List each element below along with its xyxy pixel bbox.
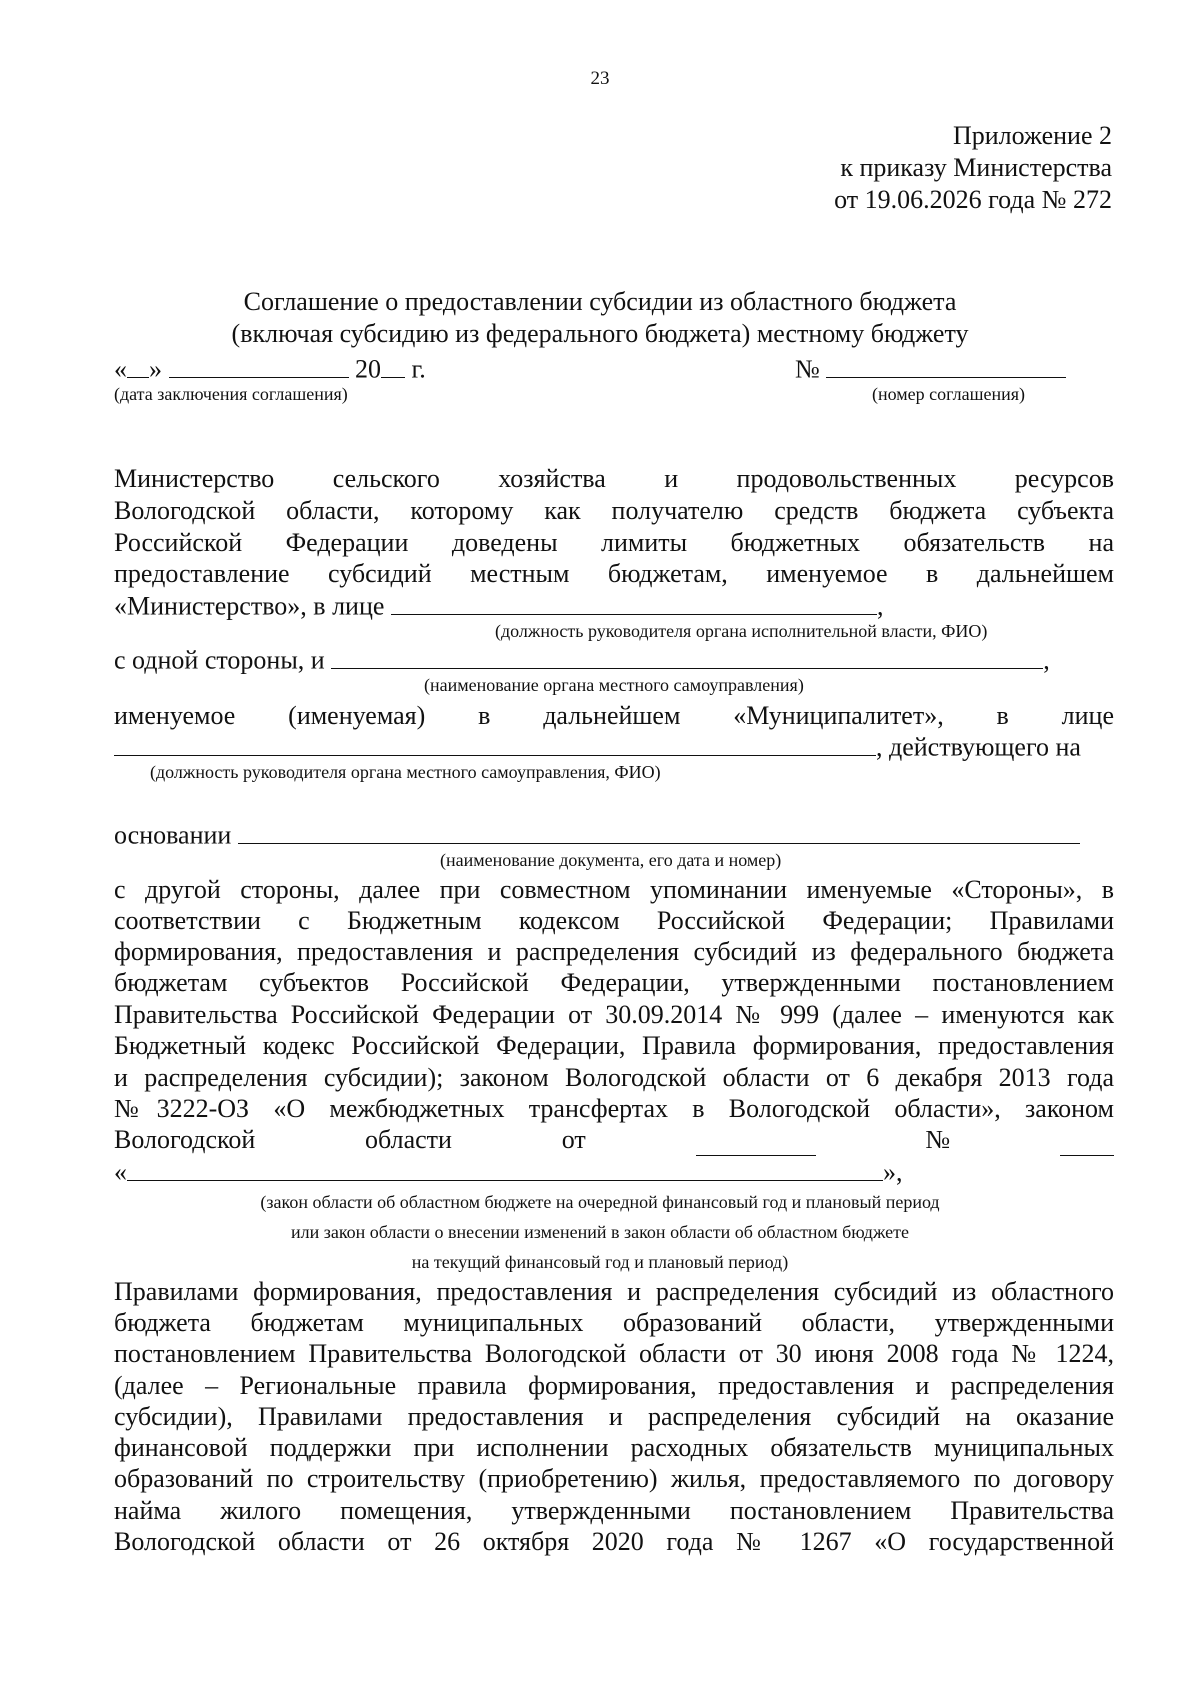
- law-row: Вологодской области от №: [114, 1124, 1114, 1156]
- note-law: на текущий финансовый год и плановый период): [411, 1252, 789, 1272]
- paragraph-line: предоставление субсидий местным бюджетам, именуемое в дальнейшем: [114, 559, 1114, 588]
- appendix-line: к приказу Министерства: [840, 153, 1112, 182]
- paragraph-line: формирования, предоставления и распределения субсидий из федерального бюджета: [114, 937, 1114, 966]
- page-number: 23: [590, 68, 610, 89]
- appendix-line: Приложение 2: [952, 121, 1112, 150]
- paragraph-line: именуемое (именуемая) в дальнейшем «Муниципалитет», в лице: [114, 701, 1114, 730]
- year-blank: [381, 352, 405, 378]
- paragraph-line: с другой стороны, далее при совместном упоминании именуемые «Стороны», в: [114, 875, 1114, 904]
- document-blank: [238, 818, 1080, 844]
- note-document: (наименование документа, его дата и номер): [440, 850, 782, 870]
- paragraph-line: найма жилого помещения, утвержденными постановлением Правительства: [114, 1496, 1114, 1525]
- year-suffix: г.: [405, 354, 426, 384]
- title-line: (включая субсидию из федерального бюджета) местному бюджету: [231, 319, 969, 348]
- title-line: Соглашение о предоставлении субсидии из областного бюджета: [243, 287, 957, 316]
- month-blank: [169, 352, 349, 378]
- number-note: (номер соглашения): [872, 384, 1025, 404]
- quote-close: »: [149, 354, 162, 384]
- one-side-line: с одной стороны, и ,: [114, 643, 1050, 677]
- day-blank: [127, 352, 149, 378]
- law-name-blank: [127, 1155, 883, 1181]
- paragraph-line: и распределения субсидии); законом Вологодской области от 6 декабря 2013 года: [114, 1063, 1114, 1092]
- paragraph-line: постановлением Правительства Вологодской области от 30 июня 2008 года № 1224,: [114, 1339, 1114, 1368]
- municipal-body-blank: [331, 643, 1043, 669]
- paragraph-line: бюджетам субъектов Российской Федерации, утвержденными постановлением: [114, 968, 1114, 997]
- in-person-line: «Министерство», в лице ,: [114, 589, 883, 623]
- appendix-line: от 19.06.2026 года № 272: [834, 185, 1112, 214]
- paragraph-line: бюджета бюджетам муниципальных образований области, утвержденными: [114, 1308, 1114, 1337]
- agreement-number: [795, 352, 1066, 386]
- note-municipal-body: (наименование органа местного самоуправления): [424, 675, 804, 695]
- paragraph-line: соответствии с Бюджетным кодексом Российской Федерации; Правилами: [114, 906, 1114, 935]
- paragraph-line: Российской Федерации доведены лимиты бюджетных обязательств на: [114, 528, 1114, 557]
- paragraph-line: Правилами формирования, предоставления и распределения субсидий из областного: [114, 1277, 1114, 1306]
- paragraph-line: Вологодской области, которому как получателю средств бюджета субъекта: [114, 496, 1114, 525]
- number-blank: [826, 352, 1066, 378]
- note-official: (должность руководителя органа исполнительной власти, ФИО): [495, 621, 988, 641]
- paragraph-line: субсидии), Правилами предоставления и распределения субсидий на оказание: [114, 1402, 1114, 1431]
- note-municipal-head: (должность руководителя органа местного самоуправления, ФИО): [150, 762, 661, 782]
- paragraph-line: №3222-ОЗ «О межбюджетных трансфертах в Вологодской области», законом: [114, 1094, 1114, 1123]
- law-name-line: « »,: [114, 1155, 903, 1189]
- number-sign: №: [795, 354, 820, 384]
- paragraph-line: Правительства Российской Федерации от 30.09.2014 № 999 (далее – именуются как: [114, 1000, 1114, 1029]
- quote-open: «: [114, 354, 127, 384]
- note-law: или закон области о внесении изменений в закон области об областном бюджете: [290, 1222, 910, 1242]
- law-number-blank: [1060, 1130, 1114, 1156]
- official-blank: [391, 589, 877, 615]
- basis-line: основании: [114, 818, 1080, 852]
- paragraph-line: Бюджетный кодекс Российской Федерации, Правила формирования, предоставления: [114, 1031, 1114, 1060]
- municipal-head-blank: [114, 730, 876, 756]
- date-note: (дата заключения соглашения): [114, 384, 348, 404]
- paragraph-line: финансовой поддержки при исполнении расходных обязательств муниципальных: [114, 1433, 1114, 1462]
- year-prefix: 20: [355, 354, 381, 384]
- law-date-blank: [696, 1130, 816, 1156]
- document-title: [0, 286, 1200, 350]
- agreement-date: [114, 352, 426, 386]
- note-law: (закон области об областном бюджете на очередной финансовый год и плановый период: [260, 1192, 940, 1212]
- paragraph-line: Министерство сельского хозяйства и продовольственных ресурсов: [114, 464, 1114, 493]
- appendix-block: [834, 120, 1112, 216]
- paragraph-line: Вологодской области от 26 октября 2020 года № 1267 «О государственной: [114, 1527, 1114, 1556]
- acting-line: , действующего на: [114, 730, 1081, 764]
- paragraph-line: образований по строительству (приобретению) жилья, предоставляемого по договору: [114, 1464, 1114, 1493]
- paragraph-line: (далее – Региональные правила формирования, предоставления и распределения: [114, 1371, 1114, 1400]
